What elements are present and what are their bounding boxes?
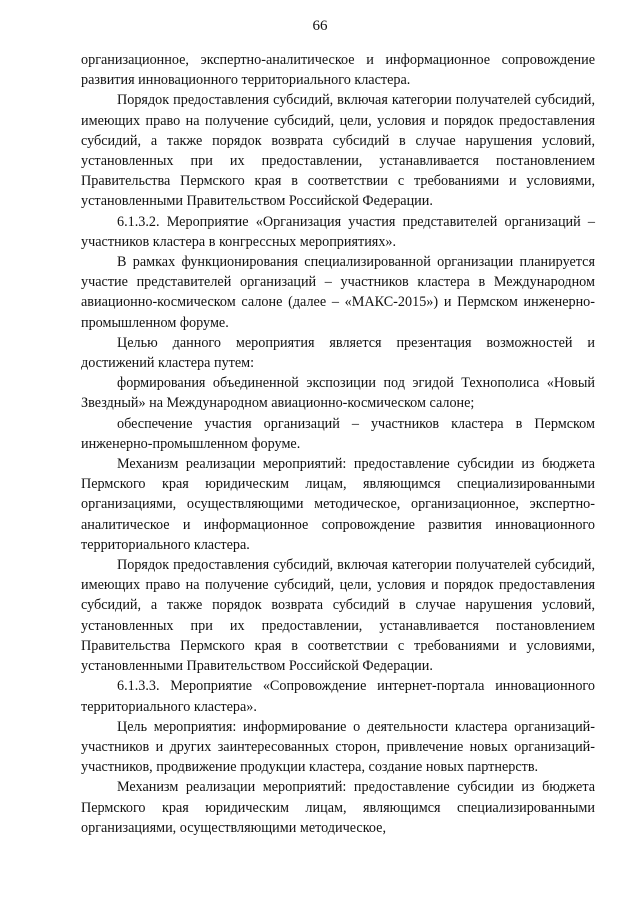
paragraph-forum-participation: обеспечение участия организаций – участников кластера в Пермском инженерно-промышленном форуме. [81,415,595,452]
paragraph-maks-participation: В рамках функционирования специализированной организации планируется участие представителей организаций – участников кластера в Международном авиационно-космическом салоне (далее – «МАКС-2015») и Пермском инженерно-промышленном форуме. [81,254,595,331]
paragraph-portal-goal: Цель мероприятия: информирование о деятельности кластера организаций-участников и других заинтересованных сторон, привлечение новых организаций-участников, продвижение продукции кластера, создание новых партнерств. [81,718,595,776]
paragraph-section-6-1-3-2-heading: 6.1.3.2. Мероприятие «Организация участия представителей организаций – участников кластера в конгрессных мероприятиях». [81,213,595,250]
paragraph-goal: Целью данного мероприятия является презентация возможностей и достижений кластера путем: [81,334,595,372]
paragraph-continuation: организационное, экспертно-аналитическое и информационное сопровождение развития инновационного территориального кластера. [81,52,595,89]
page-number: 66 [312,18,328,34]
paragraph-mechanism-2: Механизм реализации мероприятий: предоставление субсидии из бюджета Пермского края юридическим лицам, являющимся специализированными организациями, осуществляющими методическое, [81,779,595,836]
paragraph-mechanism: Механизм реализации мероприятий: предоставление субсидии из бюджета Пермского края юридическим лицам, являющимся специализированными организациями, осуществляющими методическое, организационное, экспертно-аналитическое и информационное сопровождение развития инновационного территориального кластера. [81,456,595,553]
paragraph-section-6-1-3-3-heading: 6.1.3.3. Мероприятие «Сопровождение интернет-портала инновационного территориального кластера». [81,678,595,715]
document-body [81,50,595,838]
paragraph-exposition: формирования объединенной экспозиции под эгидой Технополиса «Новый Звездный» на Международном авиационно-космическом салоне; [81,375,595,412]
paragraph-subsidy-procedure-2: Порядок предоставления субсидий, включая категории получателей субсидий, имеющих право на получение субсидий, цели, условия и порядок предоставления субсидий, а также порядок возврата субсидий в случае нарушения условий, установленных при их предоставлении, устанавливается постановлением Правительства Пермского края в соответствии с требованиями и условиями, установленными Правительством Российской Федерации. [81,557,595,675]
paragraph-subsidy-procedure: Порядок предоставления субсидий, включая категории получателей субсидий, имеющих право на получение субсидий, цели, условия и порядок предоставления субсидий, а также порядок возврата субсидий в случае нарушения условий, установленных при их предоставлении, устанавливается постановлением Правительства Пермского края в соответствии с требованиями и условиями, установленными Правительством Российской Федерации. [81,92,595,210]
